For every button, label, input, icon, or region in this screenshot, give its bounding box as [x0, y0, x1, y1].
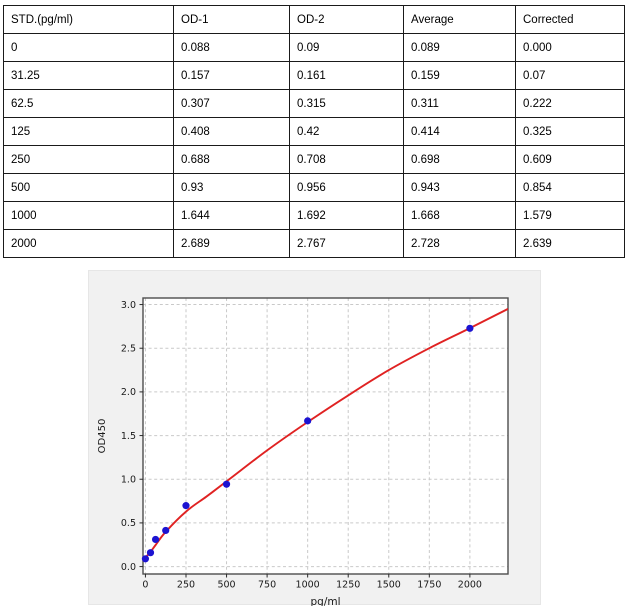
table-cell: 0.414 [404, 118, 516, 146]
table-cell: 125 [4, 118, 174, 146]
standards-table-header [4, 6, 625, 34]
table-cell: 0.943 [404, 174, 516, 202]
standard-curve-chart [89, 271, 542, 606]
table-cell: 2000 [4, 230, 174, 258]
x-tick-label: 1000 [295, 579, 320, 591]
table-cell: 0.088 [174, 34, 290, 62]
data-point [182, 502, 189, 509]
table-row [4, 230, 625, 258]
x-tick-label: 2000 [457, 579, 482, 591]
standard-curve-figure [88, 270, 541, 605]
standards-table [3, 5, 625, 258]
table-cell: 500 [4, 174, 174, 202]
y-tick-label: 1.5 [120, 430, 136, 442]
y-tick-label: 0.0 [120, 561, 136, 573]
table-cell: 1.668 [404, 202, 516, 230]
data-point [142, 555, 149, 562]
table-row [4, 34, 625, 62]
table-header-row [4, 6, 625, 34]
table-cell: 62.5 [4, 90, 174, 118]
y-tick-label: 2.5 [120, 343, 136, 355]
header-cell: STD.(pg/ml) [4, 6, 174, 34]
x-tick-label: 1250 [336, 579, 361, 591]
y-tick-label: 3.0 [120, 299, 136, 311]
table-cell: 0.07 [516, 62, 625, 90]
table-cell: 1.579 [516, 202, 625, 230]
table-row [4, 90, 625, 118]
table-cell: 0 [4, 34, 174, 62]
header-cell: Average [404, 6, 516, 34]
table-cell: 0.307 [174, 90, 290, 118]
table-cell: 0.315 [290, 90, 404, 118]
table-cell: 0.93 [174, 174, 290, 202]
table-cell: 0.688 [174, 146, 290, 174]
x-tick-label: 0 [142, 579, 149, 591]
table-cell: 0.956 [290, 174, 404, 202]
table-cell: 0.708 [290, 146, 404, 174]
table-cell: 0.000 [516, 34, 625, 62]
table-cell: 0.325 [516, 118, 625, 146]
table-row [4, 202, 625, 230]
x-tick-label: 750 [258, 579, 277, 591]
table-cell: 0.09 [290, 34, 404, 62]
standards-table-body [4, 34, 625, 258]
table-row [4, 118, 625, 146]
table-cell: 0.698 [404, 146, 516, 174]
table-cell: 0.157 [174, 62, 290, 90]
data-point [147, 549, 154, 556]
table-cell: 250 [4, 146, 174, 174]
header-cell: Corrected [516, 6, 625, 34]
table-cell: 0.42 [290, 118, 404, 146]
table-cell: 0.089 [404, 34, 516, 62]
table-cell: 1.644 [174, 202, 290, 230]
table-cell: 31.25 [4, 62, 174, 90]
table-cell: 0.311 [404, 90, 516, 118]
data-point [466, 325, 473, 332]
header-cell: OD-1 [174, 6, 290, 34]
x-tick-label: 1750 [417, 579, 442, 591]
table-cell: 2.639 [516, 230, 625, 258]
x-tick-label: 500 [217, 579, 236, 591]
table-cell: 0.222 [516, 90, 625, 118]
table-cell: 0.609 [516, 146, 625, 174]
table-cell: 0.408 [174, 118, 290, 146]
data-point [223, 481, 230, 488]
table-cell: 2.728 [404, 230, 516, 258]
data-point [162, 527, 169, 534]
table-cell: 0.159 [404, 62, 516, 90]
x-axis-label: pg/ml [310, 596, 341, 606]
y-tick-label: 0.5 [120, 518, 136, 530]
x-tick-label: 1500 [376, 579, 401, 591]
table-cell: 0.161 [290, 62, 404, 90]
data-point [304, 417, 311, 424]
table-cell: 1.692 [290, 202, 404, 230]
table-row [4, 146, 625, 174]
table-cell: 2.689 [174, 230, 290, 258]
table-cell: 0.854 [516, 174, 625, 202]
data-point [152, 536, 159, 543]
table-row [4, 174, 625, 202]
x-tick-label: 250 [176, 579, 196, 591]
y-tick-label: 2.0 [120, 387, 136, 399]
table-cell: 2.767 [290, 230, 404, 258]
y-tick-label: 1.0 [120, 474, 136, 486]
y-axis-label: OD450 [97, 418, 108, 454]
header-cell: OD-2 [290, 6, 404, 34]
table-row [4, 62, 625, 90]
table-cell: 1000 [4, 202, 174, 230]
